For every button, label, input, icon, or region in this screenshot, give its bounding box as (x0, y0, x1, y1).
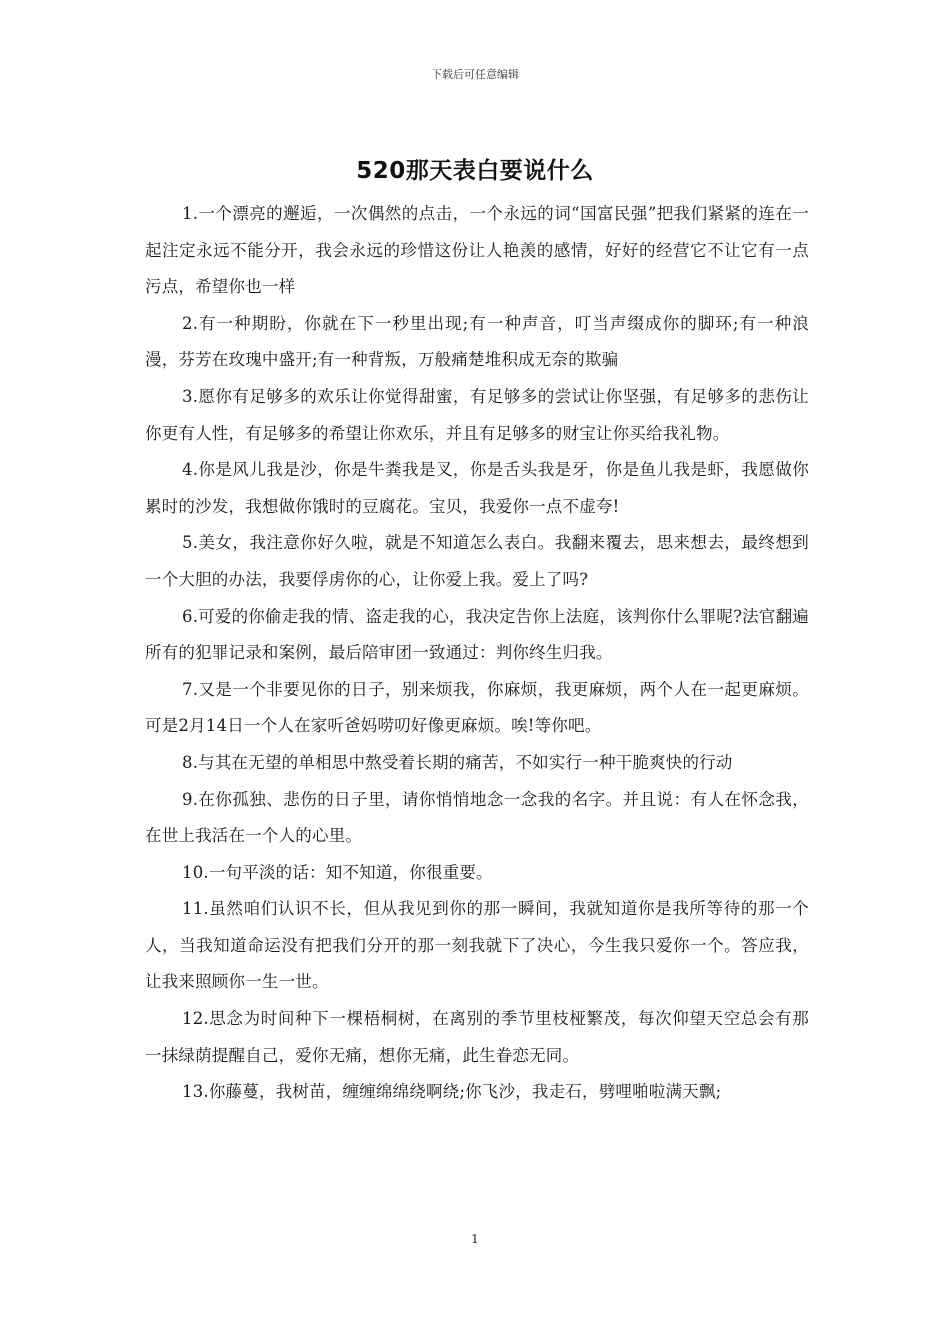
paragraph-4: 4.你是风儿我是沙，你是牛粪我是叉，你是舌头我是牙，你是鱼儿我是虾，我愿做你累时的沙发，我想做你饿时的豆腐花。宝贝，我爱你一点不虚夸! (145, 460, 809, 516)
paragraph-11: 11.虽然咱们认识不长，但从我见到你的那一瞬间，我就知道你是我所等待的那一个人，当我知道命运没有把我们分开的那一刻我就下了决心，今生我只爱你一个。答应我，让我来照顾你一生一世。 (145, 899, 809, 992)
page-number: 1 (471, 1232, 479, 1246)
paragraph-9: 9.在你孤独、悲伤的日子里，请你悄悄地念一念我的名字。并且说：有人在怀念我，在世上我活在一个人的心里。 (145, 789, 809, 846)
paragraph-1: 1.一个漂亮的邂逅，一次偶然的点击，一个永远的词“国富民强”把我们紧紧的连在一起注定永远不能分开，我会永远的珍惜这份让人艳羡的感情，好好的经营它不让它有一点污点，希望你也一样 (145, 204, 809, 297)
paragraph-12: 12.思念为时间种下一棵梧桐树，在离别的季节里枝桠繁茂，每次仰望天空总会有那一抹绿荫提醒自己，爱你无痛，想你无痛，此生眷恋无同。 (145, 1009, 809, 1065)
document-body (145, 196, 809, 1111)
paragraph-5: 5.美女，我注意你好久啦，就是不知道怎么表白。我翻来覆去，思来想去，最终想到一个大胆的办法，我要俘虏你的心，让你爱上我。爱上了吗? (145, 533, 809, 589)
document-title: 520那天表白要说什么 (356, 158, 594, 184)
paragraph-13: 13.你藤蔓，我树苗，缠缠绵绵绕啊绕;你飞沙，我走石，劈哩啪啦满天飘; (182, 1082, 722, 1102)
paragraph-8: 8.与其在无望的单相思中熬受着长期的痛苦，不如实行一种干脆爽快的行动 (182, 752, 733, 772)
header-note: 下载后可任意编辑 (431, 68, 519, 81)
paragraph-2: 2.有一种期盼，你就在下一秒里出现;有一种声音，叮当声缀成你的脚环;有一种浪漫，芬芳在玫瑰中盛开;有一种背叛，万般痛楚堆积成无奈的欺骗 (145, 313, 809, 370)
paragraph-7: 7.又是一个非要见你的日子，别来烦我，你麻烦，我更麻烦，两个人在一起更麻烦。可是2月14日一个人在家听爸妈唠叨好像更麻烦。唉!等你吧。 (145, 679, 809, 736)
paragraph-6: 6.可爱的你偷走我的情、盗走我的心，我决定告你上法庭，该判你什么罪呢?法官翻遍所有的犯罪记录和案例，最后陪审团一致通过：判你终生归我。 (145, 606, 809, 663)
paragraph-3: 3.愿你有足够多的欢乐让你觉得甜蜜，有足够多的尝试让你坚强，有足够多的悲伤让你更有人性，有足够多的希望让你欢乐，并且有足够多的财宝让你买给我礼物。 (145, 386, 809, 443)
paragraph-10: 10.一句平淡的话：知不知道，你很重要。 (182, 862, 493, 882)
